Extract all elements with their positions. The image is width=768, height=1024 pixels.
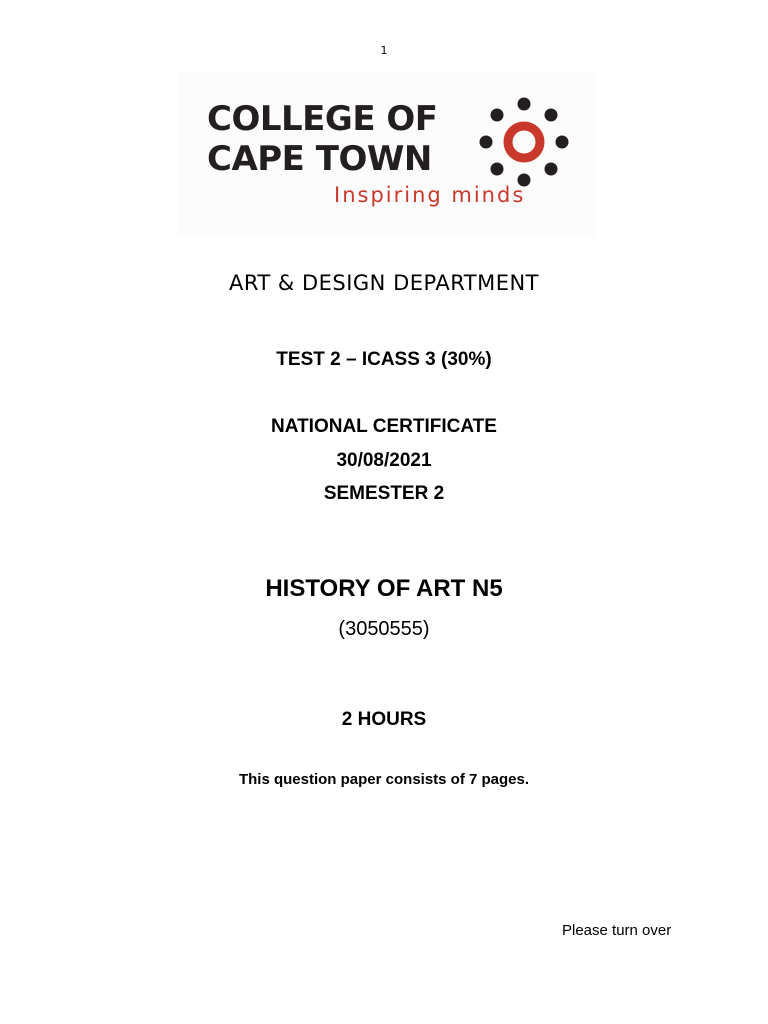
turn-over-note: Please turn over <box>562 922 672 939</box>
pages-note: This question paper consists of 7 pages. <box>238 771 530 788</box>
subject-code: (3050555) <box>338 618 430 640</box>
subject-title: HISTORY OF ART N5 <box>265 575 503 602</box>
certificate-title: NATIONAL CERTIFICATE <box>271 416 497 437</box>
logo-line-2: CAPE TOWN <box>207 139 432 179</box>
department-heading: ART & DESIGN DEPARTMENT <box>228 271 540 295</box>
duration-label: 2 HOURS <box>341 709 427 730</box>
logo-line-1: COLLEGE OF <box>207 99 438 139</box>
page-number: 1 <box>380 44 388 57</box>
semester-label: SEMESTER 2 <box>323 483 445 504</box>
sun-ring-icon <box>476 94 572 190</box>
logo-tagline: Inspiring minds <box>334 183 526 207</box>
test-title: TEST 2 – ICASS 3 (30%) <box>276 349 492 370</box>
college-logo <box>178 72 596 236</box>
exam-date: 30/08/2021 <box>336 450 432 471</box>
